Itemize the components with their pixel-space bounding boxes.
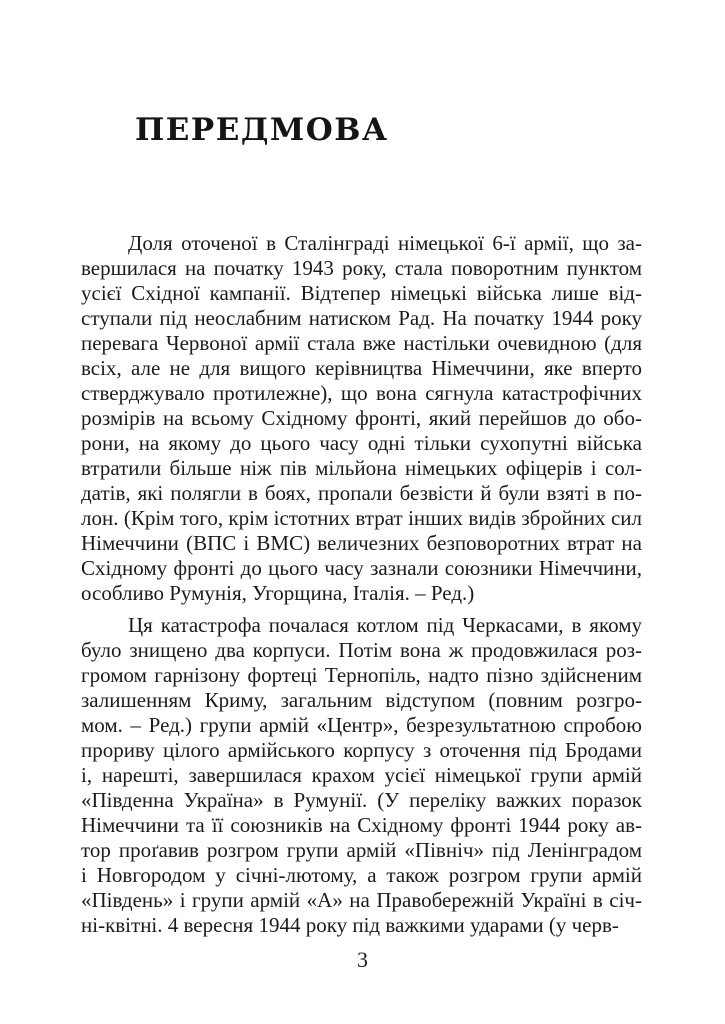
text-line: «Південь» і групи армій «А» на Правобережній Україні в січ-: [81, 888, 642, 912]
text-line: розмірів на всьому Східному фронті, який перейшов до обо-: [81, 406, 642, 430]
text-line: і Новгородом у січні-лютому, а також розгром групи армій: [81, 863, 642, 887]
text-line: втратили більше ніж пів мільйона німецьких офіцерів і сол-: [81, 456, 642, 480]
text-line: Східному фронті до цього часу зазнали союзники Німеччини,: [81, 556, 642, 580]
text-line: датів, які полягли в боях, пропали безвісти й були взяті в по-: [81, 481, 642, 505]
text-line: прориву цілого армійського корпусу з оточення під Бродами: [81, 738, 642, 762]
text-line: стверджувало протилежне), що вона сягнула катастрофічних: [81, 381, 642, 405]
text-line: всіх, але не для вищого керівництва Німеччини, яке вперто: [81, 356, 642, 380]
text-line: рони, на якому до цього часу одні тільки сухопутні війська: [81, 431, 642, 455]
text-line: лон. (Крім того, крім істотних втрат інших видів збройних сил: [81, 506, 642, 530]
chapter-heading: ПЕРЕДМОВА: [135, 112, 389, 148]
text-line: ступали під неослабним натиском Рад. На початку 1944 року: [81, 306, 642, 330]
text-line: вершилася на початку 1943 року, стала поворотним пунктом: [81, 256, 642, 280]
text-line: усієї Східної кампанії. Відтепер німецькі війська лише від-: [81, 281, 642, 305]
text-line: громом гарнізону фортеці Тернопіль, надто пізно здійсненим: [81, 663, 642, 687]
text-line: було знищено два корпуси. Потім вона ж продовжилася роз-: [81, 638, 642, 662]
text-line: тор проґавив розгром групи армій «Північ» під Ленінградом: [81, 838, 642, 862]
text-line: і, нарешті, завершилася крахом усієї німецької групи армій: [81, 763, 642, 787]
text-line: Ця катастрофа почалася котлом під Черкасами, в якому: [128, 613, 642, 637]
text-line: перевага Червоної армії стала вже настільки очевидною (для: [81, 331, 642, 355]
text-line: Доля оточеної в Сталінграді німецької 6-ї армії, що за-: [128, 231, 642, 255]
text-line: ні-квітні. 4 вересня 1944 року під важкими ударами (у черв-: [81, 913, 619, 937]
text-line: Німеччини та її союзників на Східному фронті 1944 року ав-: [81, 813, 642, 837]
body-text: [81, 231, 642, 938]
text-line: залишенням Криму, загальним відступом (повним розгро-: [81, 688, 642, 712]
text-line: мом. – Ред.) групи армій «Центр», безрезультатною спробою: [81, 713, 642, 737]
text-line: «Південна Україна» в Румунії. (У переліку важких поразок: [81, 788, 642, 812]
text-line: Німеччини (ВПС і ВМС) величезних безповоротних втрат на: [81, 531, 642, 555]
paragraph: [81, 613, 642, 938]
page-number: 3: [357, 947, 368, 972]
text-line: особливо Румунія, Угорщина, Італія. – Ред.): [81, 581, 475, 605]
paragraph: [81, 231, 642, 606]
